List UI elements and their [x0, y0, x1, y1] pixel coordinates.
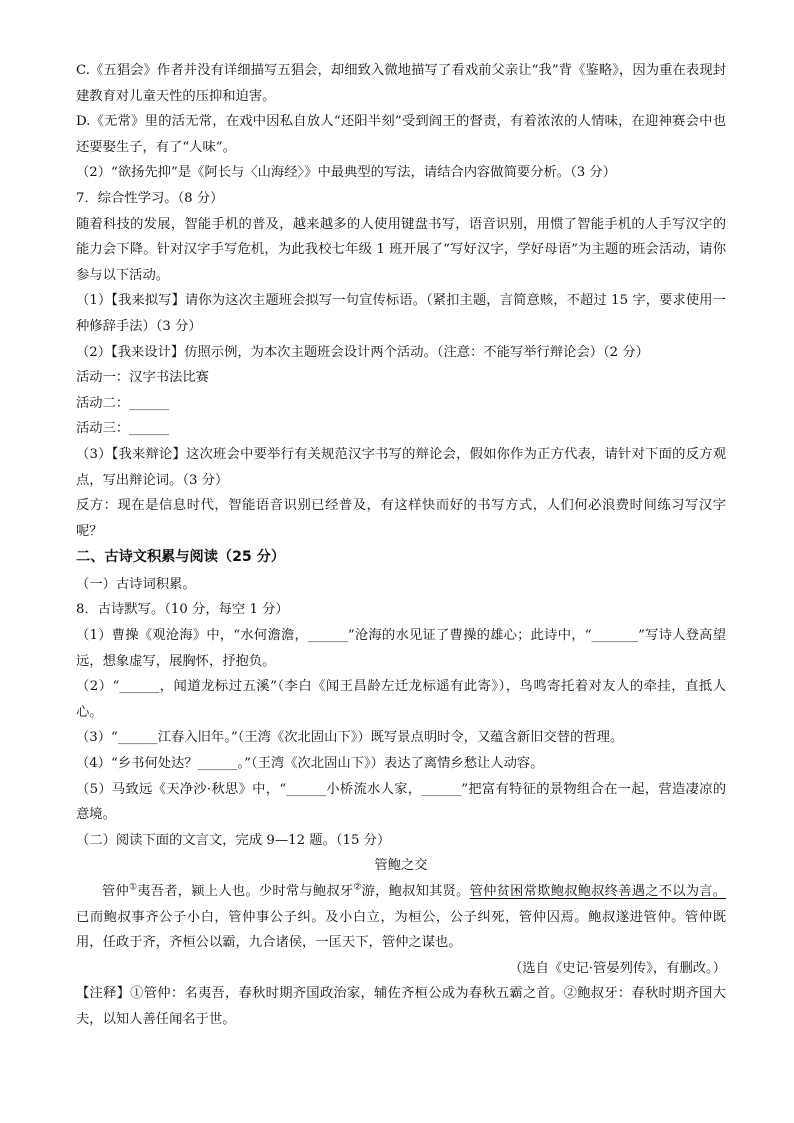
option-c: C.《五猖会》作者并没有详细描写五猖会，却细致入微地描写了看戏前父亲让“我”背《鉴略》，因为重在表现封建教育对儿童天性的压抑和迫害。: [76, 63, 726, 104]
option-d: D.《无常》里的活无常，在戏中因私自放人“还阳半刻”受到阎王的督责，有着浓浓的人情味，在迎神赛会中也还要娶生子，有了“人味”。: [76, 114, 726, 155]
subsection-two: （二）阅读下面的文言文，完成 9—12 题。（15 分）: [76, 832, 391, 848]
underlined-sentence: 管仲贫困常欺鲍叔鲍叔终善遇之不以为言。: [469, 884, 727, 899]
question-7-title: 7．综合性学习。（8 分）: [76, 190, 224, 206]
question-7-2: （2）【我来设计】仿照示例，为本次主题班会设计两个活动。（注意：不能写举行辩论会）（2 分）: [76, 344, 649, 360]
note-marker-2: ②: [353, 882, 362, 893]
section-two-heading: 二、古诗文积累与阅读（25 分）: [76, 549, 286, 566]
question-8-5: （5）马致远《天净沙·秋思》中，“______小桥流水人家，______”把富有特征的景物组合在一起，营造凄凉的意境。: [76, 781, 726, 823]
question-7-intro: 随着科技的发展，智能手机的普及，越来越多的人使用键盘书写，语音识别，用惯了智能手机的人手写汉字的能力会下降。针对汉字手写危机，为此我校七年级 1 班开展了“写好汉字，学好母语”为主题的班会活动，请你参与以下活动。: [76, 216, 726, 283]
passage-body: [76, 879, 726, 956]
question-8-3: （3）“______江春入旧年。”（王湾《次北固山下》）既写景点明时令，又蕴含新旧交替的哲理。: [76, 730, 624, 746]
passage-text-b: 已而鲍叔事齐公子小白，管仲事公子纠。及小白立，为桓公，公子纠死，管仲囚焉。鲍叔遂进管仲。管仲既用，任政于齐，齐桓公以霸，九合诸侯，一匡天下，管仲之谋也。: [76, 909, 726, 951]
question-8-1: （1）曹操《观沧海》中，“水何澹澹，______”沧海的水见证了曹操的雄心；此诗中，“_______”写诗人登高望远，想象虚写，展胸怀，抒抱负。: [76, 628, 726, 669]
question-8-4: （4）“乡书何处达？______。”（王湾《次北固山下》）表达了离情乡愁让人动容。: [76, 756, 544, 772]
question-8-title: 8．古诗默写。（10 分，每空 1 分）: [76, 602, 289, 618]
activity-three: 活动三：______: [76, 421, 170, 437]
opposing-view: 反方：现在是信息时代，智能语音识别已经普及，有这样快而好的书写方式，人们何必浪费时间练习写汉字呢？: [76, 498, 726, 539]
question-7-3: （3）【我来辩论】这次班会中要举行有关规范汉字书写的辩论会，假如你作为正方代表，请针对下面的反方观点，写出辩论词。（3 分）: [76, 446, 726, 488]
passage-text-a2: 夷吾者，颍上人也。少时常与鲍叔牙: [137, 884, 354, 899]
question-6-2: （2）“欲扬先抑”是《阿长与〈山海经〉》中最典型的写法，请结合内容做简要分析。（3 分）: [76, 165, 617, 181]
passage-title: 管鲍之交: [374, 858, 428, 874]
activity-two: 活动二：______: [76, 395, 170, 411]
passage-source: （选自《史记·管晏列传》，有删改。）: [509, 960, 726, 976]
note-marker-1: ①: [129, 882, 138, 893]
question-7-1: （1）【我来拟写】请你为这次主题班会拟写一句宣传标语。（紧扣主题，言简意赅，不超过 15 字，要求使用一种修辞手法）（3 分）: [76, 293, 726, 334]
subsection-one: （一）古诗词积累。: [76, 576, 196, 592]
activity-one: 活动一：汉字书法比赛: [76, 370, 209, 386]
passage-text-a1: 管仲: [102, 884, 130, 899]
question-8-2: （2）“______，闻道龙标过五溪”（李白《闻王昌龄左迁龙标遥有此寄》），鸟鸣寄托着对友人的牵挂，直抵人心。: [76, 679, 726, 720]
annotation-notes: 【注释】①管仲：名夷吾，春秋时期齐国政治家，辅佐齐桓公成为春秋五霸之首。②鲍叔牙：春秋时期齐国大夫，以知人善任闻名于世。: [76, 986, 726, 1027]
passage-text-a3: 游，鲍叔知其贤。: [361, 884, 470, 899]
exam-page: [76, 58, 726, 1033]
